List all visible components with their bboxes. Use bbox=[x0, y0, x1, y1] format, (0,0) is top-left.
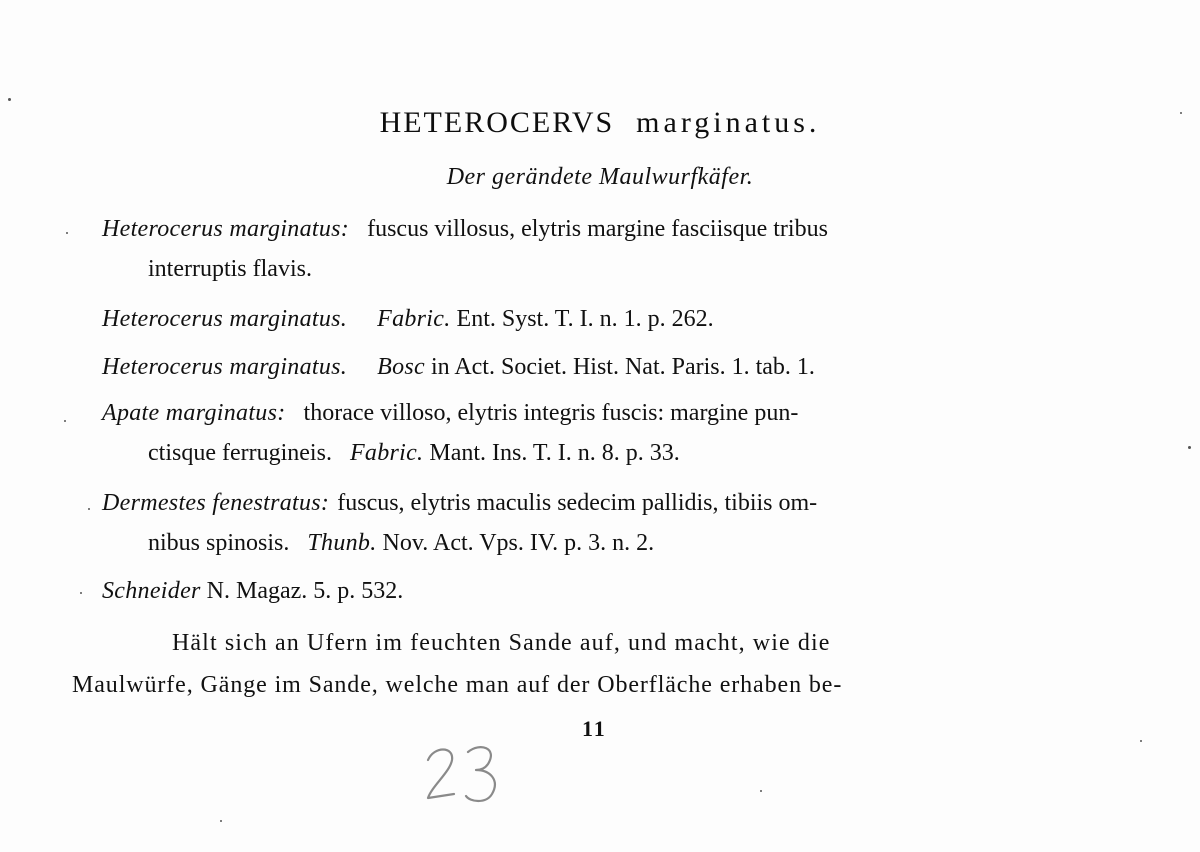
paper-speck bbox=[220, 820, 222, 822]
entry-4-line-1 bbox=[102, 400, 798, 427]
entry-4-ref-author: Fabric. bbox=[349, 440, 424, 466]
paper-speck bbox=[80, 592, 82, 594]
entry-6-name: Schneider bbox=[102, 578, 201, 604]
paper-speck bbox=[1188, 446, 1191, 449]
handwritten-note-graphic bbox=[420, 738, 510, 808]
paragraph-line-1: Hält sich an Ufern im feuchten Sande auf, und macht, wie die bbox=[172, 630, 831, 656]
paper-speck bbox=[64, 420, 66, 422]
entry-3-ref-text: in Act. Societ. Hist. Nat. Paris. 1. tab. 1. bbox=[430, 354, 815, 380]
entry-4-description: thorace villoso, elytris integris fuscis: margine pun- bbox=[303, 400, 799, 426]
entry-5-line-1 bbox=[102, 490, 817, 517]
entry-5-name: Dermestes fenestratus: bbox=[102, 490, 330, 516]
page-title bbox=[0, 106, 1200, 140]
page-number: 11 bbox=[582, 716, 607, 741]
entry-2-ref-text: Ent. Syst. T. I. n. 1. p. 262. bbox=[456, 306, 714, 332]
paper-speck bbox=[1140, 740, 1142, 742]
paper-speck bbox=[1180, 112, 1182, 114]
title-species: marginatus. bbox=[636, 106, 821, 139]
entry-3-line bbox=[102, 354, 815, 381]
paragraph-line-2: Maulwürfe, Gänge im Sande, welche man auf der Oberfläche erhaben be- bbox=[72, 672, 843, 698]
entry-4-line-2 bbox=[148, 440, 680, 467]
paper-speck bbox=[66, 232, 68, 234]
entry-3-ref-author: Bosc bbox=[377, 354, 425, 380]
entry-5-ref-author: Thunb. bbox=[307, 530, 377, 556]
entry-4-description-cont: ctisque ferrugineis. bbox=[148, 440, 332, 466]
entry-5-line-2 bbox=[148, 530, 654, 557]
title-genus: HETEROCERVS bbox=[379, 106, 615, 139]
entry-4-ref-text: Mant. Ins. T. I. n. 8. p. 33. bbox=[429, 440, 680, 466]
entry-3-name: Heterocerus marginatus. bbox=[102, 354, 348, 380]
paper-speck bbox=[760, 790, 762, 792]
entry-5-description-cont: nibus spinosis. bbox=[148, 530, 290, 556]
entry-1-line-2: interruptis flavis. bbox=[148, 256, 312, 282]
entry-1-description: fuscus villosus, elytris margine fasciisque tribus bbox=[367, 216, 828, 242]
entry-4-name: Apate marginatus: bbox=[102, 400, 286, 426]
entry-1-name: Heterocerus marginatus: bbox=[102, 216, 350, 242]
paper-speck bbox=[8, 98, 11, 101]
entry-6-line bbox=[102, 578, 403, 605]
page-subtitle: Der gerändete Maulwurfkäfer. bbox=[446, 164, 754, 190]
paper-speck bbox=[88, 508, 90, 510]
entry-6-ref-text: N. Magaz. 5. p. 532. bbox=[206, 578, 404, 604]
entry-2-line bbox=[102, 306, 714, 333]
entry-5-ref-text: Nov. Act. Vps. IV. p. 3. n. 2. bbox=[382, 530, 655, 556]
entry-2-name: Heterocerus marginatus. bbox=[102, 306, 348, 332]
entry-2-ref-author: Fabric. bbox=[377, 306, 451, 332]
entry-5-description: fuscus, elytris maculis sedecim pallidis, tibiis om- bbox=[337, 490, 818, 516]
entry-1-line-1 bbox=[102, 216, 828, 243]
